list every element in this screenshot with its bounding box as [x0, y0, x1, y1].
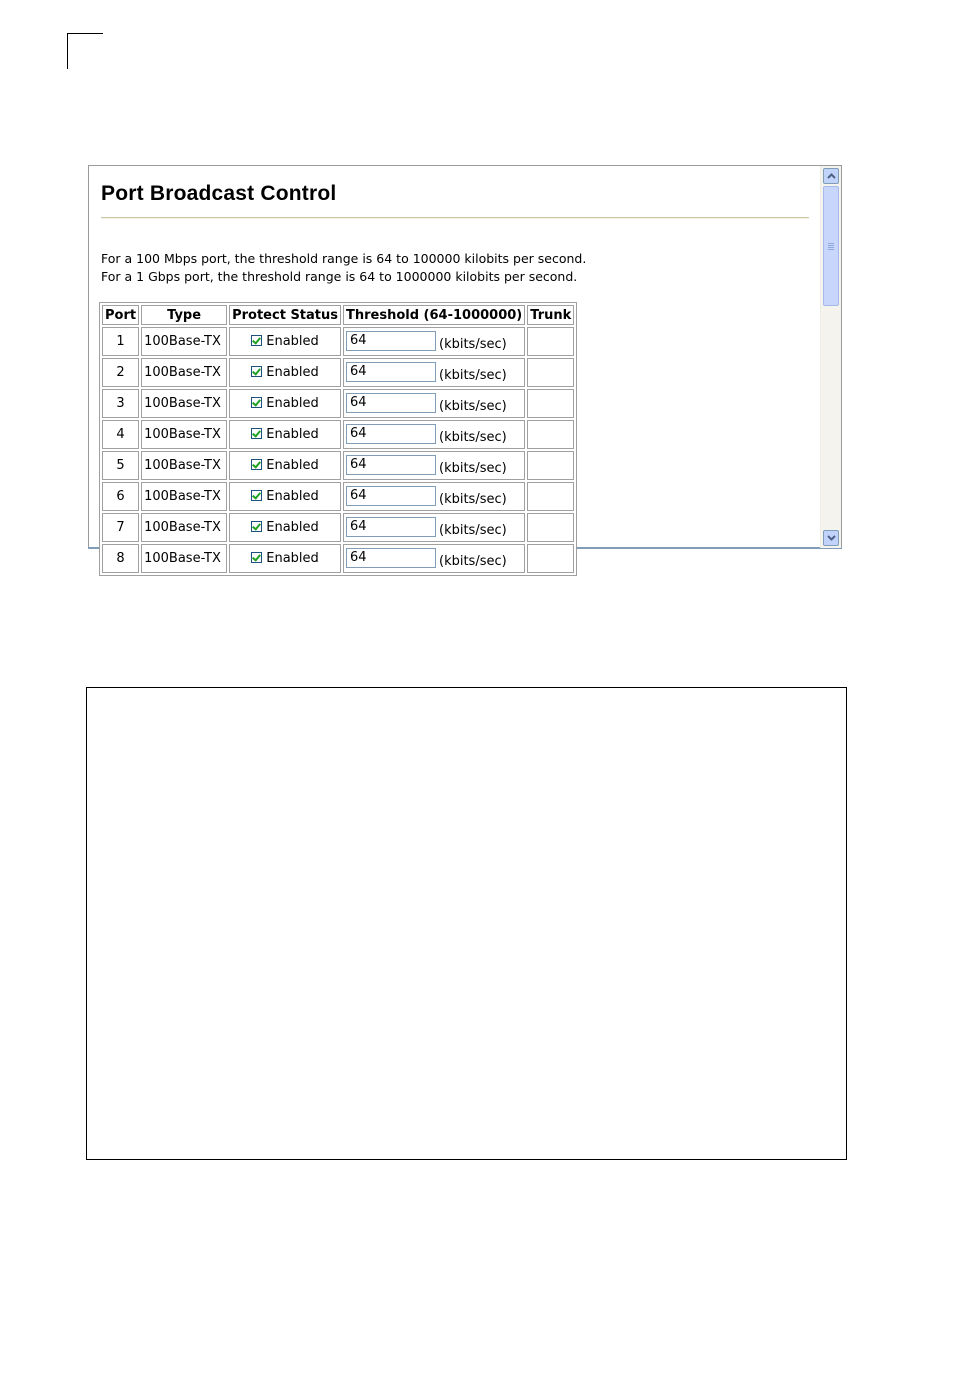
- port-broadcast-table: [99, 302, 577, 576]
- chevron-up-icon[interactable]: [823, 168, 839, 184]
- port-type: 100Base-TX: [141, 451, 227, 480]
- threshold-input[interactable]: 64: [346, 455, 436, 475]
- trunk-cell: [527, 451, 574, 480]
- header-protect-status: Protect Status: [229, 305, 341, 325]
- threshold-unit: (kbits/sec): [439, 337, 507, 353]
- threshold-unit: (kbits/sec): [439, 523, 507, 539]
- port-type: 100Base-TX: [141, 513, 227, 542]
- crop-mark-horizontal: [67, 33, 103, 34]
- protect-status-cell: [229, 513, 341, 542]
- table-row: [102, 389, 574, 418]
- threshold-cell: [343, 358, 525, 387]
- trunk-cell: [527, 544, 574, 573]
- trunk-cell: [527, 358, 574, 387]
- description-line-1gbps: For a 1 Gbps port, the threshold range is 64 to 1000000 kilobits per second.: [101, 269, 578, 284]
- header-port: Port: [102, 305, 139, 325]
- protect-status-checkbox[interactable]: [251, 335, 262, 346]
- threshold-cell: [343, 513, 525, 542]
- description-line-100mbps: For a 100 Mbps port, the threshold range is 64 to 100000 kilobits per second.: [101, 251, 587, 266]
- protect-status-checkbox[interactable]: [251, 397, 262, 408]
- port-type: 100Base-TX: [141, 389, 227, 418]
- threshold-cell: [343, 389, 525, 418]
- empty-figure-box: [86, 687, 847, 1160]
- threshold-input[interactable]: 64: [346, 393, 436, 413]
- port-type: 100Base-TX: [141, 420, 227, 449]
- port-number: 1: [102, 327, 139, 356]
- table-row: [102, 482, 574, 511]
- protect-status-label: Enabled: [266, 396, 319, 411]
- protect-status-label: Enabled: [266, 427, 319, 442]
- port-number: 3: [102, 389, 139, 418]
- port-type: 100Base-TX: [141, 327, 227, 356]
- protect-status-label: Enabled: [266, 365, 319, 380]
- trunk-cell: [527, 327, 574, 356]
- threshold-input[interactable]: 64: [346, 331, 436, 351]
- table-row: [102, 420, 574, 449]
- threshold-input[interactable]: 64: [346, 424, 436, 444]
- threshold-cell: [343, 420, 525, 449]
- trunk-cell: [527, 513, 574, 542]
- protect-status-checkbox[interactable]: [251, 552, 262, 563]
- protect-status-label: Enabled: [266, 489, 319, 504]
- protect-status-label: Enabled: [266, 458, 319, 473]
- trunk-cell: [527, 389, 574, 418]
- page-title: Port Broadcast Control: [101, 182, 337, 205]
- threshold-unit: (kbits/sec): [439, 399, 507, 415]
- port-number: 8: [102, 544, 139, 573]
- protect-status-label: Enabled: [266, 334, 319, 349]
- port-type: 100Base-TX: [141, 482, 227, 511]
- vertical-scrollbar[interactable]: [820, 166, 841, 548]
- crop-mark-vertical: [67, 33, 68, 69]
- table-header-row: [102, 305, 574, 325]
- protect-status-cell: [229, 358, 341, 387]
- port-type: 100Base-TX: [141, 358, 227, 387]
- threshold-input[interactable]: 64: [346, 486, 436, 506]
- trunk-cell: [527, 420, 574, 449]
- threshold-unit: (kbits/sec): [439, 430, 507, 446]
- scrollbar-thumb[interactable]: [823, 186, 839, 306]
- page-content: [89, 166, 821, 570]
- threshold-input[interactable]: 64: [346, 362, 436, 382]
- threshold-unit: (kbits/sec): [439, 461, 507, 477]
- threshold-cell: [343, 544, 525, 573]
- table-row: [102, 513, 574, 542]
- protect-status-label: Enabled: [266, 520, 319, 535]
- grip-icon: [828, 243, 834, 244]
- threshold-cell: [343, 327, 525, 356]
- threshold-cell: [343, 451, 525, 480]
- port-number: 6: [102, 482, 139, 511]
- port-number: 2: [102, 358, 139, 387]
- protect-status-checkbox[interactable]: [251, 428, 262, 439]
- protect-status-checkbox[interactable]: [251, 490, 262, 501]
- threshold-unit: (kbits/sec): [439, 368, 507, 384]
- header-trunk: Trunk: [527, 305, 574, 325]
- protect-status-cell: [229, 482, 341, 511]
- table-row: [102, 327, 574, 356]
- protect-status-checkbox[interactable]: [251, 366, 262, 377]
- table-row: [102, 544, 574, 573]
- port-number: 7: [102, 513, 139, 542]
- chevron-down-icon[interactable]: [823, 530, 839, 546]
- threshold-cell: [343, 482, 525, 511]
- port-type: 100Base-TX: [141, 544, 227, 573]
- trunk-cell: [527, 482, 574, 511]
- protect-status-cell: [229, 420, 341, 449]
- threshold-input[interactable]: 64: [346, 517, 436, 537]
- threshold-unit: (kbits/sec): [439, 554, 507, 570]
- port-broadcast-control-window: [88, 165, 842, 570]
- port-number: 4: [102, 420, 139, 449]
- protect-status-cell: [229, 389, 341, 418]
- protect-status-cell: [229, 544, 341, 573]
- protect-status-cell: [229, 327, 341, 356]
- threshold-unit: (kbits/sec): [439, 492, 507, 508]
- header-type: Type: [141, 305, 227, 325]
- table-row: [102, 358, 574, 387]
- title-divider: [101, 217, 809, 219]
- protect-status-checkbox[interactable]: [251, 521, 262, 532]
- protect-status-checkbox[interactable]: [251, 459, 262, 470]
- port-number: 5: [102, 451, 139, 480]
- header-threshold: Threshold (64-1000000): [343, 305, 525, 325]
- table-row: [102, 451, 574, 480]
- protect-status-label: Enabled: [266, 551, 319, 566]
- protect-status-cell: [229, 451, 341, 480]
- threshold-input[interactable]: 64: [346, 548, 436, 568]
